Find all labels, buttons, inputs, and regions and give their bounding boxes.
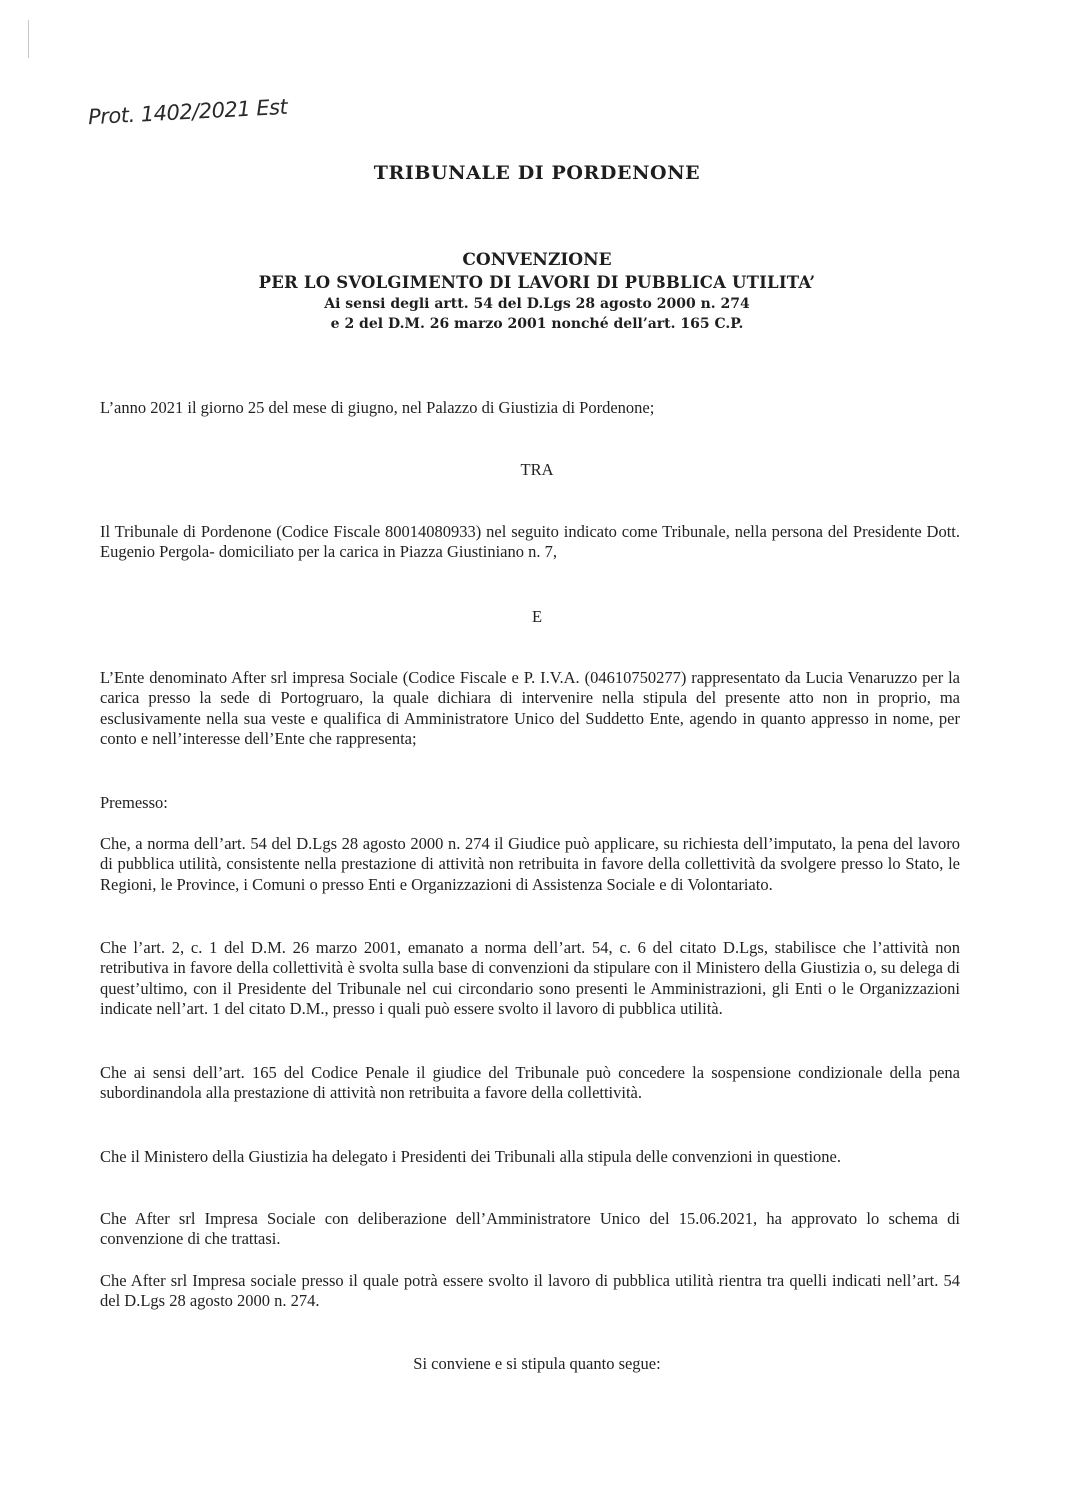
scan-edge-mark — [28, 20, 29, 58]
premise-paragraph: Che il Ministero della Giustizia ha delegato i Presidenti dei Tribunali alla stipula delle convenzioni in questione. — [100, 1147, 841, 1166]
premise-paragraph: Che l’art. 2, c. 1 del D.M. 26 marzo 2001, emanato a norma dell’art. 54, c. 6 del citato D.Lgs, stabilisce che l’attività non retributiva in favore della collettività è svolta sulla base di convenzioni da stipulare con il Ministero della Giustizia o, su delega di quest’ultimo, con il Presidente del Tribunale nel cui circondario sono presenti le Amministrazioni, gli Enti o le Organizzazioni indicate nell’art. 1 del citato D.M., presso i quali può essere svolto il lavoro di pubblica utilità. — [100, 938, 960, 1018]
document-title: CONVENZIONE — [462, 250, 612, 270]
party-two-paragraph: L’Ente denominato After srl impresa Sociale (Codice Fiscale e P. I.V.A. (04610750277) rappresentato da Lucia Venaruzzo per la carica presso la sede di Portogruaro, la quale dichiara di intervenire nella stipula del presente atto non in proprio, ma esclusivamente nella sua veste e qualifica di Amministratore Unico del Suddetto Ente, agendo in quanto appresso in nome, per conto e nell’interesse dell’Ente che rappresenta; — [100, 668, 960, 748]
opening-paragraph: L’anno 2021 il giorno 25 del mese di giugno, nel Palazzo di Giustizia di Pordenone; — [100, 398, 655, 417]
party-one-paragraph: Il Tribunale di Pordenone (Codice Fiscale 80014080933) nel seguito indicato come Tribunale, nella persona del Presidente Dott. Eugenio Pergola- domiciliato per la carica in Piazza Giustiniano n. 7, — [100, 522, 960, 562]
premise-paragraph: Che ai sensi dell’art. 165 del Codice Penale il giudice del Tribunale può concedere la sospensione condizionale della pena subordinandola alla prestazione di attività non retribuita a favore della collettività. — [100, 1063, 960, 1103]
legal-reference-line-1: Ai sensi degli artt. 54 del D.Lgs 28 agosto 2000 n. 274 — [324, 296, 750, 312]
closing-line: Si conviene e si stipula quanto segue: — [413, 1354, 661, 1373]
legal-reference-line-2: e 2 del D.M. 26 marzo 2001 nonché dell’art. 165 C.P. — [330, 316, 744, 332]
premise-paragraph: Che After srl Impresa sociale presso il quale potrà essere svolto il lavoro di pubblica utilità rientra tra quelli indicati nell’art. 54 del D.Lgs 28 agosto 2000 n. 274. — [100, 1271, 960, 1311]
premise-paragraph: Che After srl Impresa Sociale con deliberazione dell’Amministratore Unico del 15.06.2021, ha approvato lo schema di convenzione di che trattasi. — [100, 1209, 960, 1249]
premise-paragraph: Che, a norma dell’art. 54 del D.Lgs 28 agosto 2000 n. 274 il Giudice può applicare, su richiesta dell’imputato, la pena del lavoro di pubblica utilità, consistente nella prestazione di attività non retribuita in favore della collettività da svolgere presso lo Stato, le Regioni, le Province, i Comuni o presso Enti e Organizzazioni di Assistenza Sociale e di Volontariato. — [100, 834, 960, 894]
and-label: E — [531, 607, 543, 626]
premise-label: Premesso: — [100, 793, 168, 812]
document-subtitle: PER LO SVOLGIMENTO DI LAVORI DI PUBBLICA UTILITA’ — [258, 273, 816, 292]
protocol-handwritten-note: Prot. 1402/2021 Est — [87, 94, 288, 130]
between-label: TRA — [520, 460, 554, 479]
court-title: TRIBUNALE DI PORDENONE — [373, 162, 701, 184]
